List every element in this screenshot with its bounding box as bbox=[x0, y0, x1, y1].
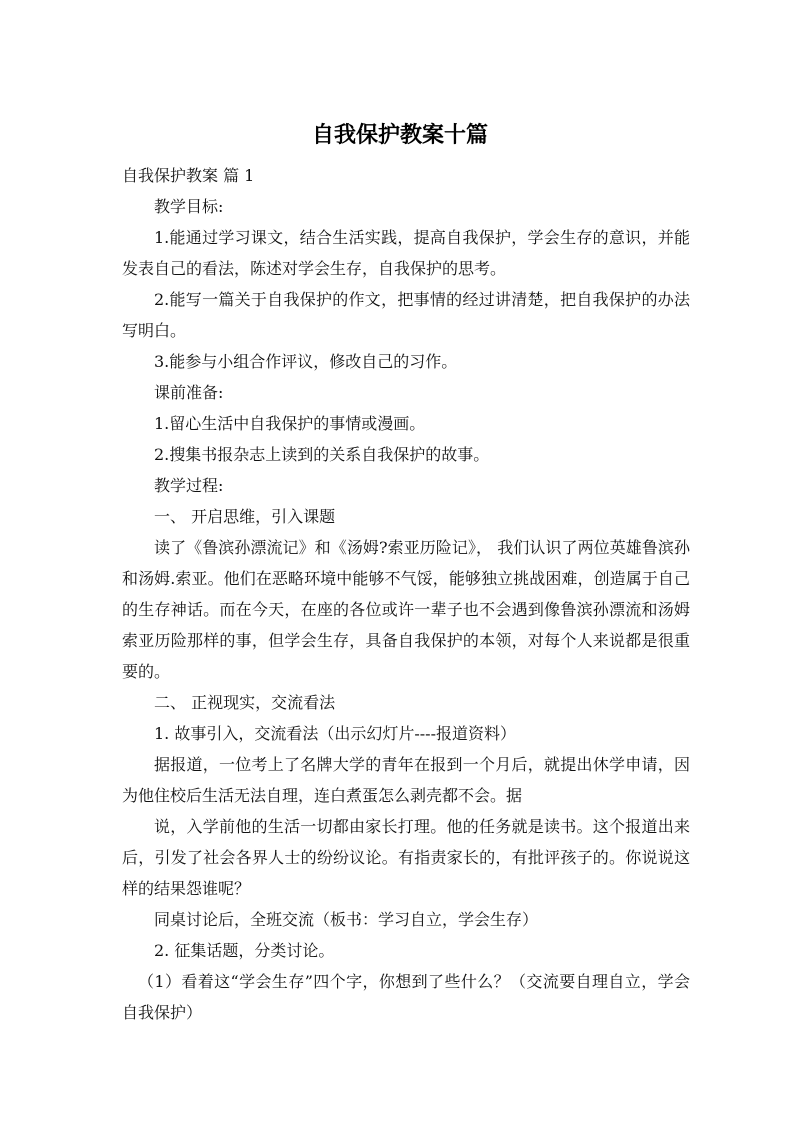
paragraph-preparation-heading: 课前准备: bbox=[154, 383, 224, 402]
paragraph-step-1-body: 读了《鲁滨孙漂流记》和《汤姆?索亚历险记》， 我们认识了两位英雄鲁滨孙和汤姆.索亚。他们在恶略环境中能够不气馁，能够独立挑战困难，创造属于自己的生存神话。而在今天，在座的各位或许一辈子也不会遇到像鲁滨孙漂流和汤姆索亚历险那样的事，但学会生存，具备自我保护的本领，对每个人来说都是很重要的。 bbox=[122, 538, 690, 681]
paragraph-question-1: （1）看着这“学会生存”四个字，你想到了些什么？（交流要自理自立，学会自我保护） bbox=[122, 972, 690, 1022]
paragraph-discussion: 同桌讨论后，全班交流（板书：学习自立，学会生存） bbox=[154, 910, 539, 929]
paragraph-step-1-heading: 一、 开启思维，引入课题 bbox=[154, 507, 336, 526]
paragraph-story-intro: 1. 故事引入，交流看法（出示幻灯片----报道资料） bbox=[154, 724, 516, 743]
paragraph-preparation-2: 2.搜集书报杂志上读到的关系自我保护的故事。 bbox=[154, 445, 490, 464]
paragraph-goal-1: 1.能通过学习课文，结合生活实践，提高自我保护，学会生存的意识，并能发表自己的看法，陈述对学会生存，自我保护的思考。 bbox=[122, 228, 690, 278]
paragraph-teaching-goals-heading: 教学目标: bbox=[154, 197, 224, 216]
section-heading: 自我保护教案 篇 1 bbox=[122, 166, 255, 185]
document-body bbox=[122, 160, 690, 1028]
paragraph-report-continued: 说，入学前他的生活一切都由家长打理。他的任务就是读书。这个报道出来后，引发了社会各界人士的纷纷议论。有指责家长的，有批评孩子的。你说说这样的结果怨谁呢？ bbox=[122, 817, 690, 898]
paragraph-goal-2: 2.能写一篇关于自我保护的作文，把事情的经过讲清楚，把自我保护的办法写明白。 bbox=[122, 290, 690, 340]
paragraph-goal-3: 3.能参与小组合作评议，修改自己的习作。 bbox=[154, 352, 458, 371]
paragraph-preparation-1: 1.留心生活中自我保护的事情或漫画。 bbox=[154, 414, 426, 433]
paragraph-report: 据报道，一位考上了名牌大学的青年在报到一个月后，就提出休学申请，因为他住校后生活无法自理，连白煮蛋怎么剥壳都不会。据 bbox=[122, 755, 690, 805]
document-title: 自我保护教案十篇 bbox=[311, 123, 488, 148]
paragraph-step-2-heading: 二、 正视现实，交流看法 bbox=[154, 693, 336, 712]
paragraph-topics: 2. 征集话题，分类讨论。 bbox=[154, 941, 335, 960]
paragraph-process-heading: 教学过程: bbox=[154, 476, 224, 495]
